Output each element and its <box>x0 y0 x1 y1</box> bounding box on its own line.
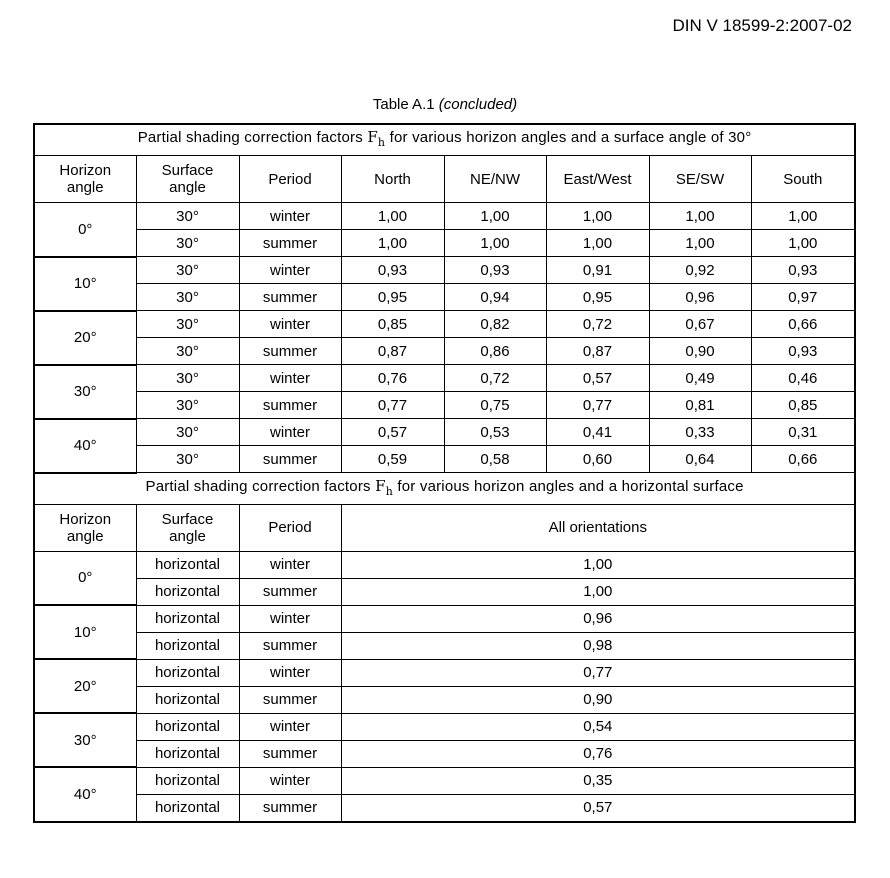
factor-value-cell: 0,98 <box>341 632 855 659</box>
factor-value-cell: 0,60 <box>546 446 649 473</box>
table-row <box>34 338 855 365</box>
surface-angle-cell: horizontal <box>136 632 239 659</box>
period-cell: summer <box>239 392 341 419</box>
surface-angle-cell: 30° <box>136 365 239 392</box>
period-cell: winter <box>239 203 341 230</box>
factor-value-cell: 0,72 <box>546 311 649 338</box>
column-header: All orientations <box>341 504 855 551</box>
period-cell: summer <box>239 284 341 311</box>
table-row <box>34 632 855 659</box>
table-row <box>34 230 855 257</box>
column-header: Surface angle <box>136 156 239 203</box>
factor-symbol-subscript: h <box>385 484 394 498</box>
factor-symbol-letter: F <box>375 476 386 495</box>
factor-value-cell: 0,57 <box>341 419 444 446</box>
period-cell: winter <box>239 659 341 686</box>
factor-symbol-letter: F <box>367 128 378 146</box>
period-cell: summer <box>239 686 341 713</box>
table-row <box>34 203 855 230</box>
table-row <box>34 284 855 311</box>
factor-value-cell: 0,93 <box>751 257 855 284</box>
factor-value-cell: 0,90 <box>341 686 855 713</box>
factor-value-cell: 0,77 <box>341 659 855 686</box>
factor-value-cell: 0,33 <box>649 419 751 446</box>
factor-value-cell: 0,35 <box>341 767 855 794</box>
period-cell: winter <box>239 311 341 338</box>
factor-value-cell: 1,00 <box>649 230 751 257</box>
horizon-angle-cell: 10° <box>34 605 136 659</box>
factor-value-cell: 1,00 <box>649 203 751 230</box>
factor-symbol <box>367 128 386 149</box>
factor-value-cell: 0,90 <box>649 338 751 365</box>
factor-value-cell: 1,00 <box>341 230 444 257</box>
column-header: NE/NW <box>444 156 546 203</box>
factor-value-cell: 1,00 <box>546 203 649 230</box>
factor-value-cell: 1,00 <box>751 203 855 230</box>
horizon-angle-cell: 20° <box>34 311 136 365</box>
factor-value-cell: 0,94 <box>444 284 546 311</box>
column-header-row <box>34 504 855 551</box>
column-header: Horizon angle <box>34 156 136 203</box>
factor-value-cell: 0,59 <box>341 446 444 473</box>
factor-value-cell: 1,00 <box>341 578 855 605</box>
factor-value-cell: 0,67 <box>649 311 751 338</box>
surface-angle-cell: 30° <box>136 392 239 419</box>
column-header: Period <box>239 156 341 203</box>
surface-angle-cell: horizontal <box>136 740 239 767</box>
column-header: Period <box>239 504 341 551</box>
factor-value-cell: 0,66 <box>751 446 855 473</box>
period-cell: summer <box>239 578 341 605</box>
surface-angle-cell: horizontal <box>136 578 239 605</box>
surface-angle-cell: horizontal <box>136 713 239 740</box>
surface-angle-cell: horizontal <box>136 605 239 632</box>
section-title-suffix: for various horizon angles and a horizontal surface <box>397 477 744 495</box>
factor-value-cell: 0,91 <box>546 257 649 284</box>
factor-value-cell: 0,87 <box>341 338 444 365</box>
period-cell: summer <box>239 632 341 659</box>
column-header: South <box>751 156 855 203</box>
factor-value-cell: 0,82 <box>444 311 546 338</box>
period-cell: summer <box>239 230 341 257</box>
factor-value-cell: 0,31 <box>751 419 855 446</box>
factor-value-cell: 0,93 <box>751 338 855 365</box>
factor-value-cell: 0,57 <box>546 365 649 392</box>
factor-value-cell: 1,00 <box>546 230 649 257</box>
section-title-row <box>34 473 855 505</box>
factor-value-cell: 1,00 <box>751 230 855 257</box>
period-cell: summer <box>239 740 341 767</box>
surface-angle-cell: horizontal <box>136 686 239 713</box>
period-cell: summer <box>239 446 341 473</box>
table-row <box>34 740 855 767</box>
table-row <box>34 446 855 473</box>
section-title-prefix: Partial shading correction factors <box>137 129 363 146</box>
horizon-angle-cell: 20° <box>34 659 136 713</box>
factor-value-cell: 0,53 <box>444 419 546 446</box>
period-cell: winter <box>239 365 341 392</box>
table-row <box>34 767 855 794</box>
surface-angle-cell: 30° <box>136 284 239 311</box>
factor-value-cell: 0,58 <box>444 446 546 473</box>
factor-value-cell: 1,00 <box>341 551 855 578</box>
surface-angle-cell: 30° <box>136 446 239 473</box>
factor-value-cell: 0,85 <box>341 311 444 338</box>
factor-value-cell: 0,97 <box>751 284 855 311</box>
factor-value-cell: 0,93 <box>444 257 546 284</box>
factor-value-cell: 0,66 <box>751 311 855 338</box>
factor-value-cell: 0,96 <box>341 605 855 632</box>
factor-value-cell: 0,49 <box>649 365 751 392</box>
table-row <box>34 365 855 392</box>
caption-label: Table A.1 <box>372 96 435 113</box>
period-cell: winter <box>239 419 341 446</box>
surface-angle-cell: 30° <box>136 230 239 257</box>
factor-value-cell: 0,87 <box>546 338 649 365</box>
surface-angle-cell: 30° <box>136 419 239 446</box>
horizon-angle-cell: 10° <box>34 257 136 311</box>
table-row <box>34 551 855 578</box>
factor-value-cell: 0,95 <box>546 284 649 311</box>
document-id: DIN V 18599-2:2007-02 <box>672 16 852 35</box>
surface-angle-cell: horizontal <box>136 659 239 686</box>
table-row <box>34 686 855 713</box>
column-header: North <box>341 156 444 203</box>
table-row <box>34 713 855 740</box>
column-header: Horizon angle <box>34 504 136 551</box>
table-row <box>34 794 855 822</box>
table-row <box>34 257 855 284</box>
horizon-angle-cell: 0° <box>34 551 136 605</box>
caption-note: (concluded) <box>438 96 518 113</box>
surface-angle-cell: horizontal <box>136 551 239 578</box>
section-title <box>34 124 855 156</box>
period-cell: winter <box>239 551 341 578</box>
factor-symbol <box>375 476 394 498</box>
section-title-row <box>34 124 855 156</box>
factor-value-cell: 0,85 <box>751 392 855 419</box>
surface-angle-cell: 30° <box>136 203 239 230</box>
period-cell: winter <box>239 257 341 284</box>
factor-value-cell: 0,81 <box>649 392 751 419</box>
factor-value-cell: 0,95 <box>341 284 444 311</box>
shading-factors-table <box>33 123 856 823</box>
table-row <box>34 311 855 338</box>
table-row <box>34 392 855 419</box>
horizon-angle-cell: 40° <box>34 767 136 822</box>
period-cell: summer <box>239 794 341 822</box>
factor-value-cell: 0,64 <box>649 446 751 473</box>
period-cell: winter <box>239 767 341 794</box>
table-row <box>34 578 855 605</box>
column-header: SE/SW <box>649 156 751 203</box>
factor-value-cell: 0,57 <box>341 794 855 822</box>
surface-angle-cell: horizontal <box>136 794 239 822</box>
section-title-prefix: Partial shading correction factors <box>145 477 371 495</box>
factor-value-cell: 0,86 <box>444 338 546 365</box>
column-header: Surface angle <box>136 504 239 551</box>
period-cell: winter <box>239 713 341 740</box>
section-title-suffix: for various horizon angles and a surface angle of 30° <box>389 129 752 146</box>
table-row <box>34 605 855 632</box>
period-cell: summer <box>239 338 341 365</box>
surface-angle-cell: 30° <box>136 338 239 365</box>
table-row <box>34 419 855 446</box>
table-caption <box>0 96 890 113</box>
horizon-angle-cell: 30° <box>34 365 136 419</box>
horizon-angle-cell: 0° <box>34 203 136 257</box>
surface-angle-cell: 30° <box>136 311 239 338</box>
factor-value-cell: 0,92 <box>649 257 751 284</box>
factor-value-cell: 0,75 <box>444 392 546 419</box>
factor-value-cell: 0,54 <box>341 713 855 740</box>
factor-symbol-subscript: h <box>377 136 386 149</box>
factor-value-cell: 0,77 <box>546 392 649 419</box>
table-row <box>34 659 855 686</box>
factor-value-cell: 0,77 <box>341 392 444 419</box>
horizon-angle-cell: 40° <box>34 419 136 473</box>
factor-value-cell: 0,96 <box>649 284 751 311</box>
factor-value-cell: 0,72 <box>444 365 546 392</box>
factor-value-cell: 1,00 <box>444 230 546 257</box>
column-header: East/West <box>546 156 649 203</box>
factor-value-cell: 1,00 <box>444 203 546 230</box>
factor-value-cell: 0,41 <box>546 419 649 446</box>
surface-angle-cell: horizontal <box>136 767 239 794</box>
surface-angle-cell: 30° <box>136 257 239 284</box>
section-title <box>34 473 855 505</box>
factor-value-cell: 1,00 <box>341 203 444 230</box>
horizon-angle-cell: 30° <box>34 713 136 767</box>
factor-value-cell: 0,76 <box>341 740 855 767</box>
factor-value-cell: 0,76 <box>341 365 444 392</box>
factor-value-cell: 0,93 <box>341 257 444 284</box>
column-header-row <box>34 156 855 203</box>
factor-value-cell: 0,46 <box>751 365 855 392</box>
period-cell: winter <box>239 605 341 632</box>
